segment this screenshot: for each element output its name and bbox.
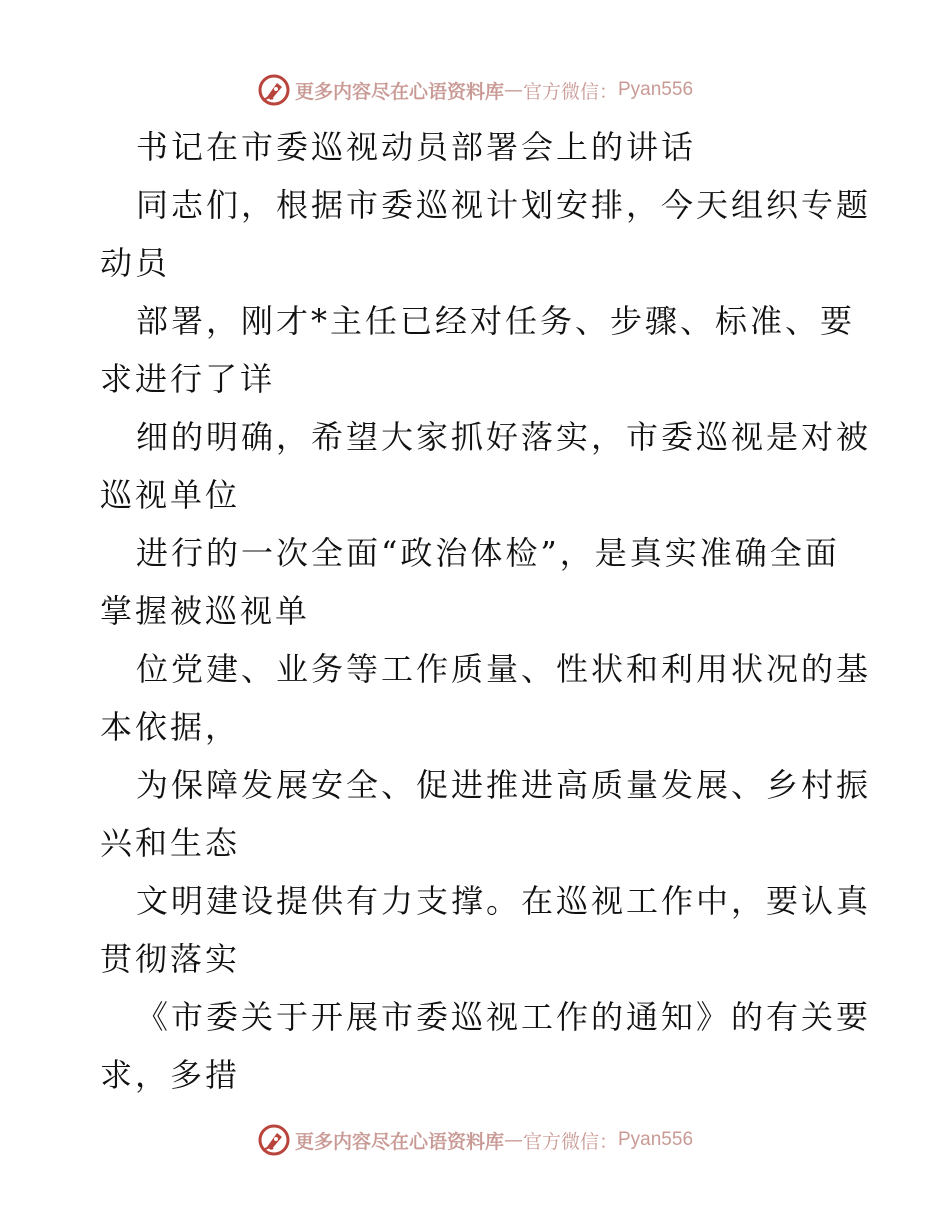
footer-site-text: 更多内容尽在心语资料库 [294,1130,504,1153]
footer-banner [0,1120,950,1160]
paragraph-line: 动员 [100,244,171,282]
paragraph-line: 细的明确，希望大家抓好落实，市委巡视是对被 [136,418,872,456]
pen-nib-logo-icon [257,1123,291,1157]
paragraph-line: 同志们，根据市委巡视计划安排，今天组织专题 [136,186,872,224]
document-body [100,118,872,1104]
paragraph-line: 为保障发展安全、促进推进高质量发展、乡村振 [136,766,872,804]
paragraph-line: 掌握被巡视单 [100,592,311,630]
paragraph-line: 位党建、业务等工作质量、性状和利用状况的基 [136,650,872,688]
header-banner [0,70,950,110]
paragraph-line: 本依据， [100,708,241,746]
paragraph-line: 求进行了详 [100,360,276,398]
header-site-text: 更多内容尽在心语资料库 [294,80,504,103]
pen-nib-logo-icon [257,73,291,107]
paragraph-line: 文明建设提供有力支撑。在巡视工作中，要认真 [136,882,872,920]
paragraph-line: 求，多措 [100,1056,241,1094]
header-wechat-id: Pyan556 [618,79,694,100]
footer-dash: — [503,1129,523,1151]
header-official-text: 官方微信： [522,80,618,103]
footer-wechat-id: Pyan556 [618,1129,694,1150]
paragraph-line: 贯彻落实 [100,940,241,978]
paragraph-line: 进行的一次全面“政治体检”，是真实准确全面 [136,534,840,572]
paragraph-line: 《市委关于开展市委巡视工作的通知》的有关要 [136,998,872,1036]
paragraph-line: 部署，刚才*主任已经对任务、步骤、标准、要 [136,302,856,340]
paragraph-line: 巡视单位 [100,476,241,514]
paragraph-line: 兴和生态 [100,824,241,862]
header-dash: — [503,79,523,101]
document-title: 书记在市委巡视动员部署会上的讲话 [136,128,697,166]
footer-official-text: 官方微信： [522,1130,618,1153]
